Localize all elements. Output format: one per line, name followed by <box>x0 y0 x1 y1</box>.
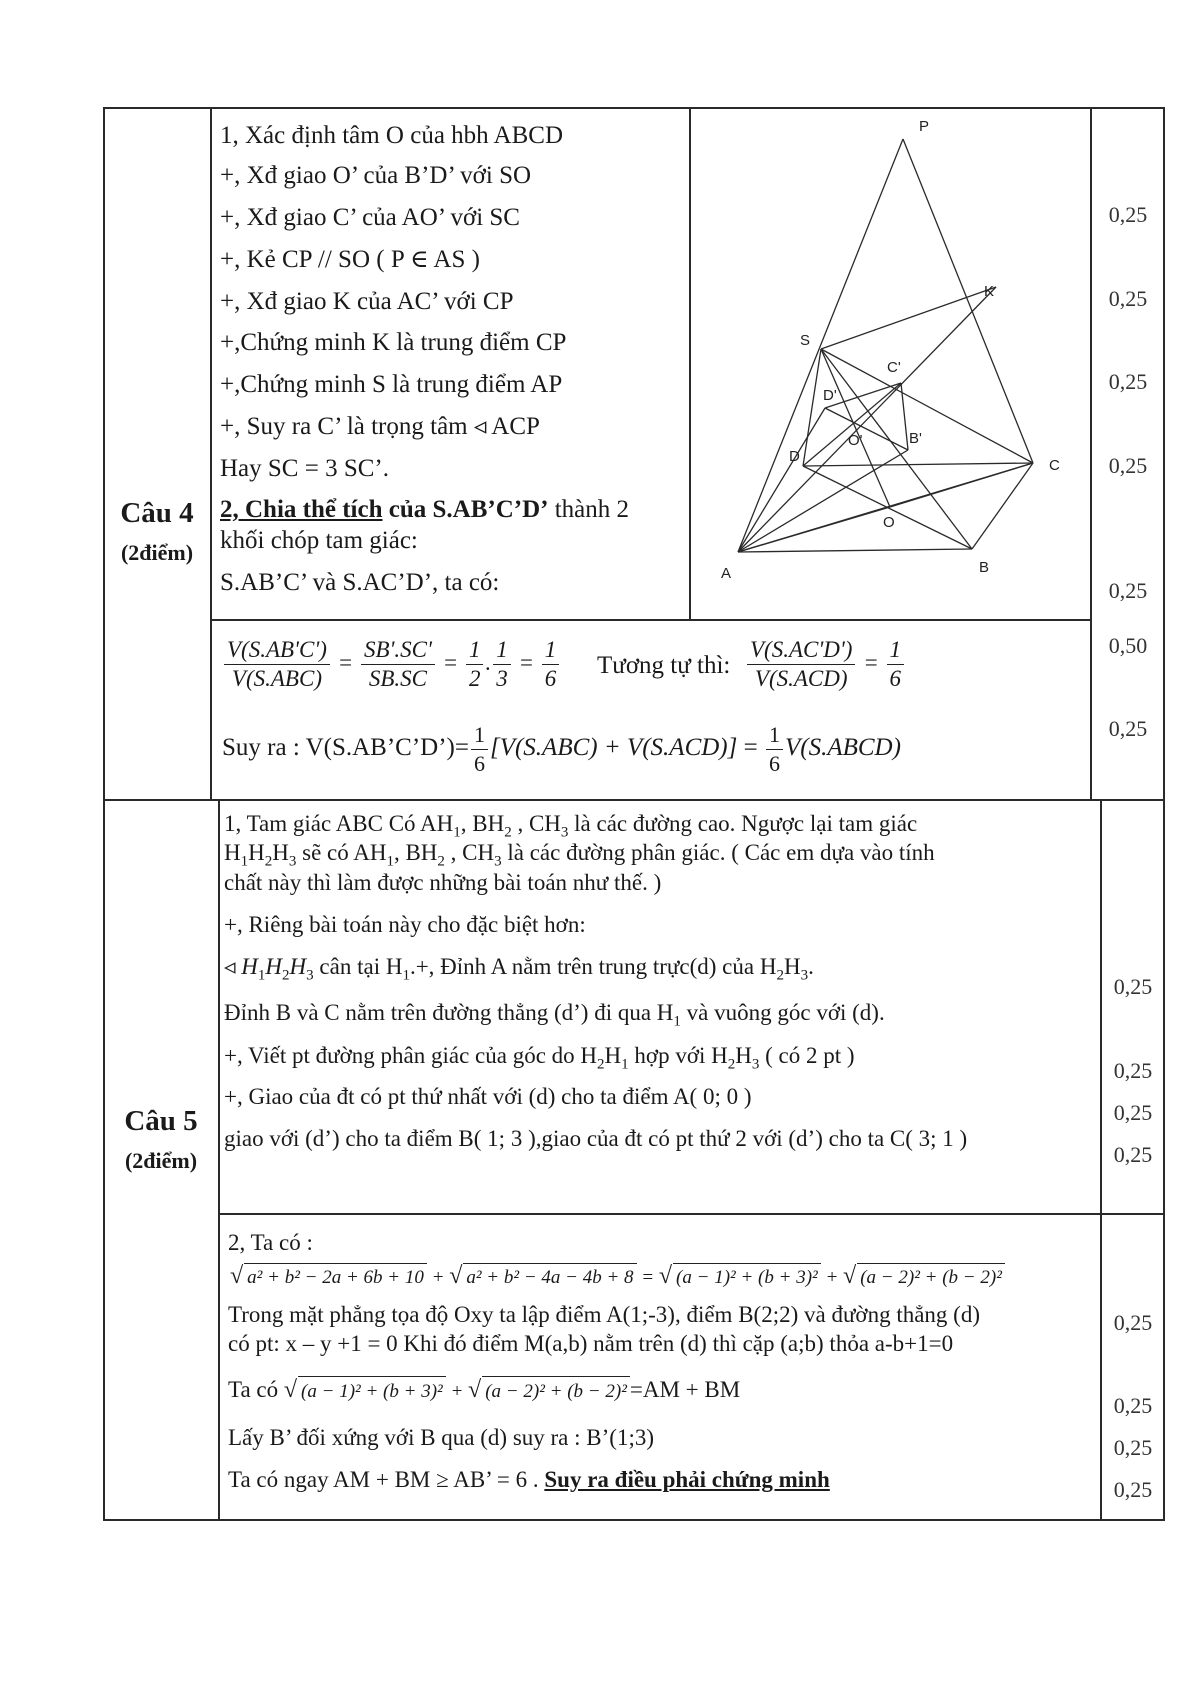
label-B: B <box>979 559 990 576</box>
label-B-prime: B' <box>909 430 922 447</box>
label-S: S <box>800 332 811 349</box>
q4-step: 1, Xác định tâm O của hbh ABCD <box>220 122 564 149</box>
score: 0,25 <box>1108 202 1148 227</box>
volume-ratio-formula: $\frac{V(S.AB'C')}{\text{V(S.ABC)}}$ = $\frac{SB'.SC'}{SB.SC}$ = $\frac{1}{2}$ . $\frac{1}{3}$ = $\frac{1}{6}$ <box>222 636 561 693</box>
label-D-prime: D' <box>823 387 837 404</box>
q4-part2-line3: S.AB’C’ và S.AC’D’, ta có: <box>220 569 500 596</box>
conclusion: Suy ra điều phải chứng minh <box>544 1467 830 1492</box>
q4-step: +, Suy ra C’ là trọng tâm ◃ ACP <box>220 413 540 440</box>
q4-part2-line2: khối chóp tam giác: <box>220 527 418 554</box>
score: 0,25 <box>1108 369 1148 394</box>
label-C-prime: C' <box>887 359 901 376</box>
score: 0,25 <box>1108 578 1148 603</box>
label-O: O <box>883 514 895 531</box>
q5-line: +, Riêng bài toán này cho đặc biệt hơn: <box>224 912 586 937</box>
score: 0,50 <box>1108 633 1148 658</box>
question-5-points: (2điểm) <box>124 1148 198 1173</box>
q5-line: giao với (d’) cho ta điểm B( 1; 3 ),giao của đt có pt thứ 2 với (d’) cho ta C( 3; 1 ) <box>224 1126 968 1151</box>
part2-rest: của S.AB’C’D’ <box>382 496 549 523</box>
q5-p2-line: Trong mặt phẳng tọa độ Oxy ta lập điểm A(1;-3), điểm B(2;2) và đường thẳng (d) <box>228 1302 980 1327</box>
q5-line: Đỉnh B và C nằm trên đường thẳng (d’) đi qua $H_1$ và vuông góc với (d). <box>224 1000 885 1030</box>
score: 0,25 <box>1113 1393 1153 1418</box>
score: 0,25 <box>1113 1477 1153 1502</box>
q4-step: +, Xđ giao K của AC’ với CP <box>220 288 514 315</box>
q4-step: +, Xđ giao O’ của B’D’ với SO <box>220 162 532 189</box>
label-P: P <box>919 118 930 135</box>
q5-p2-line: Ta có ngay AM + BM ≥ AB’ = 6 . Suy ra điều phải chứng minh <box>228 1467 830 1492</box>
score: 0,25 <box>1113 974 1153 999</box>
score: 0,25 <box>1113 1435 1153 1460</box>
question-4-title: Câu 4 <box>120 497 194 529</box>
score: 0,25 <box>1108 716 1148 741</box>
pyramid-figure <box>691 109 1089 617</box>
score: 0,25 <box>1113 1058 1153 1083</box>
q4-step: +, Xđ giao C’ của AO’ với SC <box>220 204 520 231</box>
score: 0,25 <box>1113 1100 1153 1125</box>
q5-p2-line: 2, Ta có : <box>228 1230 313 1255</box>
q4-step: +,Chứng minh S là trung điểm AP <box>220 371 563 398</box>
q5-line: +, Viết pt đường phân giác của góc do $H_2H_1$ hợp với $H_2H_3$ ( có 2 pt ) <box>224 1043 855 1073</box>
q5-line: 1, Tam giác ABC Có $AH_1$, $BH_2$ , $CH_3$ là các đường cao. Ngược lại tam giác <box>224 811 918 841</box>
label-A: A <box>721 565 732 582</box>
label-O-prime: O' <box>848 432 863 449</box>
label-C: C <box>1049 457 1060 474</box>
score: 0,25 <box>1108 286 1148 311</box>
label-D: D <box>789 448 800 465</box>
q4-part2-heading <box>220 495 629 525</box>
question-5-label <box>105 1105 217 1174</box>
q5-p2-line: Ta có √ (a − 1)² + (b + 3)² + √ (a − 2)² + (b − 2)² =AM + BM <box>228 1375 740 1407</box>
score: 0,25 <box>1113 1310 1153 1335</box>
score: 0,25 <box>1113 1142 1153 1167</box>
question-4-label <box>105 497 209 566</box>
question-4-points: (2điểm) <box>120 540 194 565</box>
volume-ratio-formula-2: $\frac{V(S.AC'D')}{\text{V(S.ACD)}}$ = $\frac{1}{6}$ <box>745 636 906 693</box>
question-5-title: Câu 5 <box>124 1105 198 1137</box>
similar-label: Tương tự thì: <box>597 652 731 679</box>
q5-line: $H_1H_2H_3$ sẽ có $AH_1$, $BH_2$ , $CH_3$ là các đường phân giác. ( Các em dựa vào tính <box>224 840 935 870</box>
q4-step: Hay SC = 3 SC’. <box>220 455 389 482</box>
volume-sum-formula: Suy ra : V(S.AB’C’D’)= $\frac{1}{6}$ [V(S.ABC) + V(S.ACD)] = $\frac{1}{6}$ V(S.ABCD) <box>222 722 901 776</box>
q5-line: chất này thì làm được những bài toán như thế. ) <box>224 870 662 895</box>
q5-p2-line: có pt: x – y +1 = 0 Khi đó điểm M(a,b) nằm trên (d) thì cặp (a;b) thỏa a-b+1=0 <box>228 1331 954 1356</box>
q5-line: +, Giao của đt có pt thứ nhất với (d) cho ta điểm A( 0; 0 ) <box>224 1084 752 1109</box>
q4-step: +,Chứng minh K là trung điểm CP <box>220 329 567 356</box>
q5-p2-line: Lấy B’ đối xứng với B qua (d) suy ra : B’(1;3) <box>228 1425 654 1450</box>
root-equation: √ a² + b² − 2a + 6b + 10 + √ a² + b² − 4a − 4b + 8 = √ (a − 1)² + (b + 3)² + √ (a − 2)² + (b − 2)² <box>230 1262 1005 1292</box>
part2-title: 2, Chia thể tích <box>220 496 383 523</box>
q5-line: ◃ $H_1H_2H_3$ cân tại $H_1.+$, Đỉnh A nằm trên trung trực(d) của $H_2H_3$. <box>224 954 814 984</box>
part2-tail: thành 2 <box>548 496 630 523</box>
label-K: K <box>984 283 995 300</box>
q4-step: +, Kẻ CP // SO ( P ∈ AS ) <box>220 246 480 273</box>
score: 0,25 <box>1108 453 1148 478</box>
